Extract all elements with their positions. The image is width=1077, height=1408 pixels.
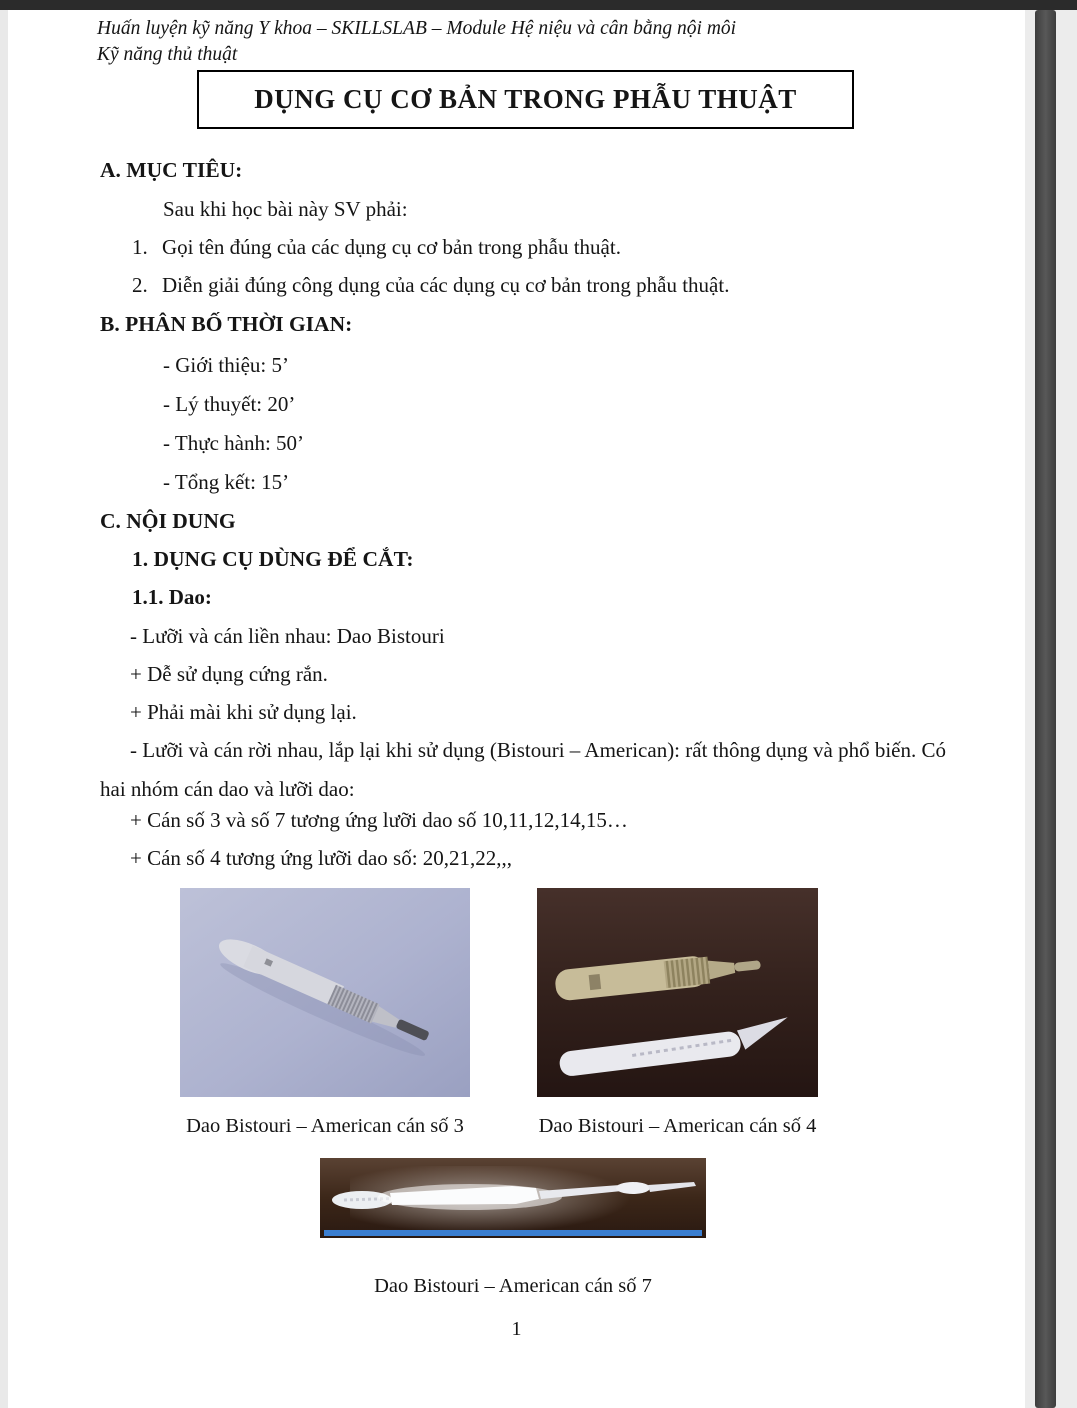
scalpel-handle-4-illustration xyxy=(537,888,818,1097)
time-item: - Lý thuyết: 20’ xyxy=(163,392,296,416)
photo-dao-bistouri-can-so-7 xyxy=(320,1158,706,1238)
section-a-intro: Sau khi học bài này SV phải: xyxy=(163,197,408,221)
document-title-box xyxy=(197,70,854,129)
objective-item-text: Diễn giải đúng công dụng của các dụng cụ cơ bản trong phẫu thuật. xyxy=(162,273,730,297)
scalpel-handle-7-illustration xyxy=(320,1158,706,1238)
scalpel-handle-3-illustration xyxy=(180,888,470,1097)
figure-caption: Dao Bistouri – American cán số 7 xyxy=(374,1275,652,1297)
body-line: - Lưỡi và cán liền nhau: Dao Bistouri xyxy=(130,624,445,648)
header-line-2: Kỹ năng thủ thuật xyxy=(97,44,238,65)
page-number: 1 xyxy=(511,1318,522,1340)
section-a-heading: A. MỤC TIÊU: xyxy=(100,158,243,182)
time-item: - Thực hành: 50’ xyxy=(163,431,305,455)
document-header xyxy=(97,16,736,68)
section-c11-heading: 1.1. Dao: xyxy=(132,585,212,609)
section-b-heading: B. PHÂN BỐ THỜI GIAN: xyxy=(100,312,353,336)
header-line-1: Huấn luyện kỹ năng Y khoa – SKILLSLAB – Module Hệ niệu và cân bằng nội môi xyxy=(97,18,737,39)
photo-dao-bistouri-can-so-4 xyxy=(537,888,818,1097)
body-line: + Phải mài khi sử dụng lại. xyxy=(130,700,357,724)
time-item: - Tổng kết: 15’ xyxy=(163,470,290,494)
time-item: - Giới thiệu: 5’ xyxy=(163,353,289,377)
page-left-gutter xyxy=(0,10,8,1408)
section-c-heading: C. NỘI DUNG xyxy=(100,509,236,533)
scrollbar-thumb[interactable] xyxy=(1035,10,1056,1408)
objective-item-number: 1. xyxy=(132,235,148,259)
browser-chrome-top-bar xyxy=(0,0,1077,10)
scrollbar-track[interactable] xyxy=(1025,10,1077,1408)
objective-item xyxy=(132,273,729,298)
body-line: + Dễ sử dụng cứng rắn. xyxy=(130,662,328,686)
objective-item xyxy=(132,235,621,260)
document-title: DỤNG CỤ CƠ BẢN TRONG PHẪU THUẬT xyxy=(254,84,797,114)
photo-dao-bistouri-can-so-3 xyxy=(180,888,470,1097)
body-paragraph: - Lưỡi và cán rời nhau, lắp lại khi sử dụng (Bistouri – American): rất thông dụng và phổ biến. Có hai nhóm cán dao và lưỡi dao: xyxy=(100,738,946,801)
body-line: + Cán số 3 và số 7 tương ứng lưỡi dao số 10,11,12,14,15… xyxy=(130,808,628,832)
figure-caption: Dao Bistouri – American cán số 4 xyxy=(538,1115,817,1137)
objective-item-text: Gọi tên đúng của các dụng cụ cơ bản trong phẫu thuật. xyxy=(162,235,621,259)
figure-caption: Dao Bistouri – American cán số 3 xyxy=(186,1115,464,1137)
section-c1-heading: 1. DỤNG CỤ DÙNG ĐỂ CẮT: xyxy=(132,547,414,571)
objective-item-number: 2. xyxy=(132,273,148,297)
document-page xyxy=(8,10,1025,1408)
body-line: + Cán số 4 tương ứng lưỡi dao số: 20,21,22,,, xyxy=(130,846,513,870)
